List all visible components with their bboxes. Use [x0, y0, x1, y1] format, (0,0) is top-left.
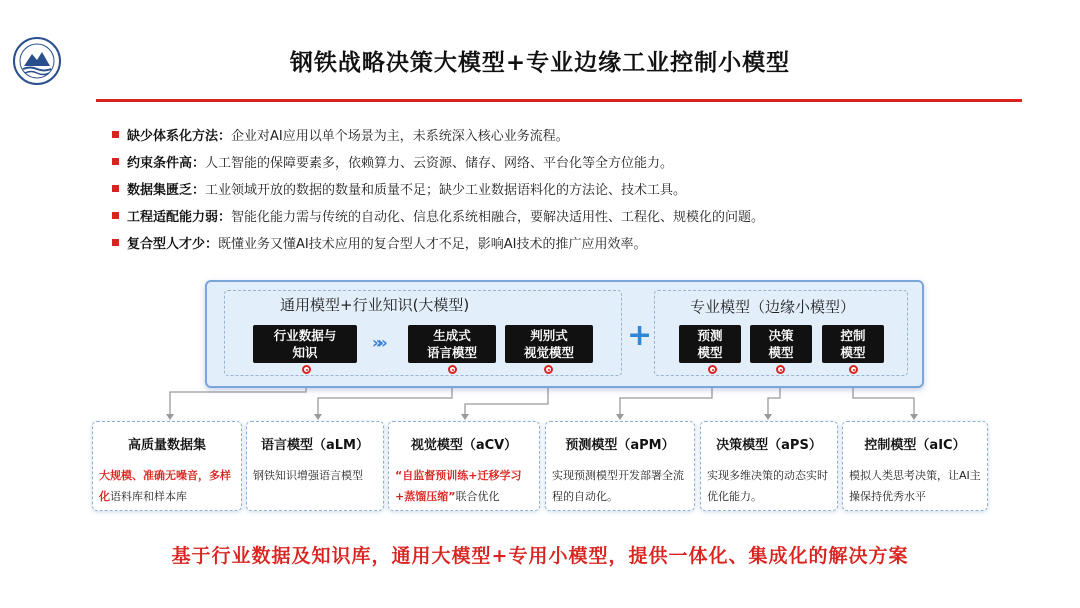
industry-data-knowledge-box [253, 325, 357, 363]
card-title: 高质量数据集 [127, 438, 206, 453]
general-model-group-label: 通用模型+行业知识(大模型) [280, 296, 470, 314]
connector-dot-icon [544, 365, 553, 374]
bullet-text: 工业领域开放的数据的数量和质量不足；缺少工业数据语料化的方法论、技术工具。 [205, 183, 687, 198]
discriminative-vision-model-box [505, 325, 593, 363]
edge-model-group-label: 专业模型（边缘小模型） [690, 298, 856, 316]
bullet-key: 缺少体系化方法： [127, 129, 232, 144]
page-title: 钢铁战略决策大模型+专业边缘工业控制小模型 [289, 50, 791, 76]
card-body-highlight: “自监督预训练+迁移学习+蒸馏压缩” [395, 469, 522, 503]
card-body-highlight: 大规模、准确无噪音，多样化 [99, 469, 231, 503]
generative-language-model-box [408, 325, 496, 363]
bullet-key: 约束条件高： [127, 156, 206, 171]
box-label-line: 模型 [697, 345, 723, 360]
card-body [99, 465, 235, 507]
card-control-model [842, 421, 988, 511]
card-body [395, 465, 533, 507]
bullet-key: 工程适配能力弱： [127, 210, 232, 225]
card-title: 预测模型（aPM） [565, 438, 675, 453]
box-label-line: 控制 [840, 328, 866, 343]
bullet-key: 数据集匮乏： [127, 183, 206, 198]
card-body-text: 联合优化 [455, 490, 500, 503]
card-language-model [246, 421, 384, 511]
box-label-line: 决策 [768, 328, 794, 343]
connector-dot-icon [448, 365, 457, 374]
card-prediction-model [545, 421, 695, 511]
box-label-line: 模型 [840, 345, 866, 360]
connector-dot-icon [302, 365, 311, 374]
control-model-box [822, 325, 884, 363]
card-body: 模拟人类思考决策，让AI主操保持优秀水平 [849, 469, 981, 503]
prediction-model-box [679, 325, 741, 363]
bullet-text: 企业对AI应用以单个场景为主，未系统深入核心业务流程。 [231, 129, 569, 144]
box-label-line: 知识 [292, 345, 318, 360]
card-title: 控制模型（aIC） [864, 438, 966, 453]
card-body: 实现多维决策的动态实时优化能力。 [707, 469, 828, 503]
box-label-line: 行业数据与 [273, 328, 337, 343]
card-title: 语言模型（aLM） [261, 438, 369, 453]
bullet-text: 人工智能的保障要素多，依赖算力、云资源、储存、网络、平台化等全方位能力。 [205, 156, 674, 171]
card-high-quality-dataset [92, 421, 242, 511]
plus-icon: + [627, 318, 653, 353]
box-label-line: 生成式 [433, 328, 471, 343]
box-label-line: 语言模型 [426, 345, 477, 360]
card-vision-model [388, 421, 540, 511]
bullet-text: 既懂业务又懂AI技术应用的复合型人才不足，影响AI技术的推广应用效率。 [218, 237, 647, 252]
bullet-key: 复合型人才少： [127, 237, 219, 252]
card-decision-model [700, 421, 838, 511]
connector-dot-icon [708, 365, 717, 374]
bullet-text: 智能化能力需与传统的自动化、信息化系统相融合，要解决适用性、工程化、规模化的问题。 [231, 210, 765, 225]
card-title: 决策模型（aPS） [716, 438, 822, 453]
box-label-line: 视觉模型 [523, 345, 574, 360]
double-chevron-right-icon: »» [372, 333, 383, 352]
connector-dot-icon [849, 365, 858, 374]
box-label-line: 判别式 [530, 328, 568, 343]
box-label-line: 模型 [768, 345, 794, 360]
card-title: 视觉模型（aCV） [410, 438, 518, 453]
summary-statement: 基于行业数据及知识库，通用大模型+专用小模型，提供一体化、集成化的解决方案 [171, 545, 909, 567]
decision-model-box [750, 325, 812, 363]
card-body: 实现预测模型开发部署全流程的自动化。 [552, 469, 684, 503]
card-body-text: 语料库和样本库 [110, 490, 187, 503]
card-body: 钢铁知识增强语言模型 [253, 469, 363, 482]
box-label-line: 预测 [697, 328, 723, 343]
connector-dot-icon [776, 365, 785, 374]
